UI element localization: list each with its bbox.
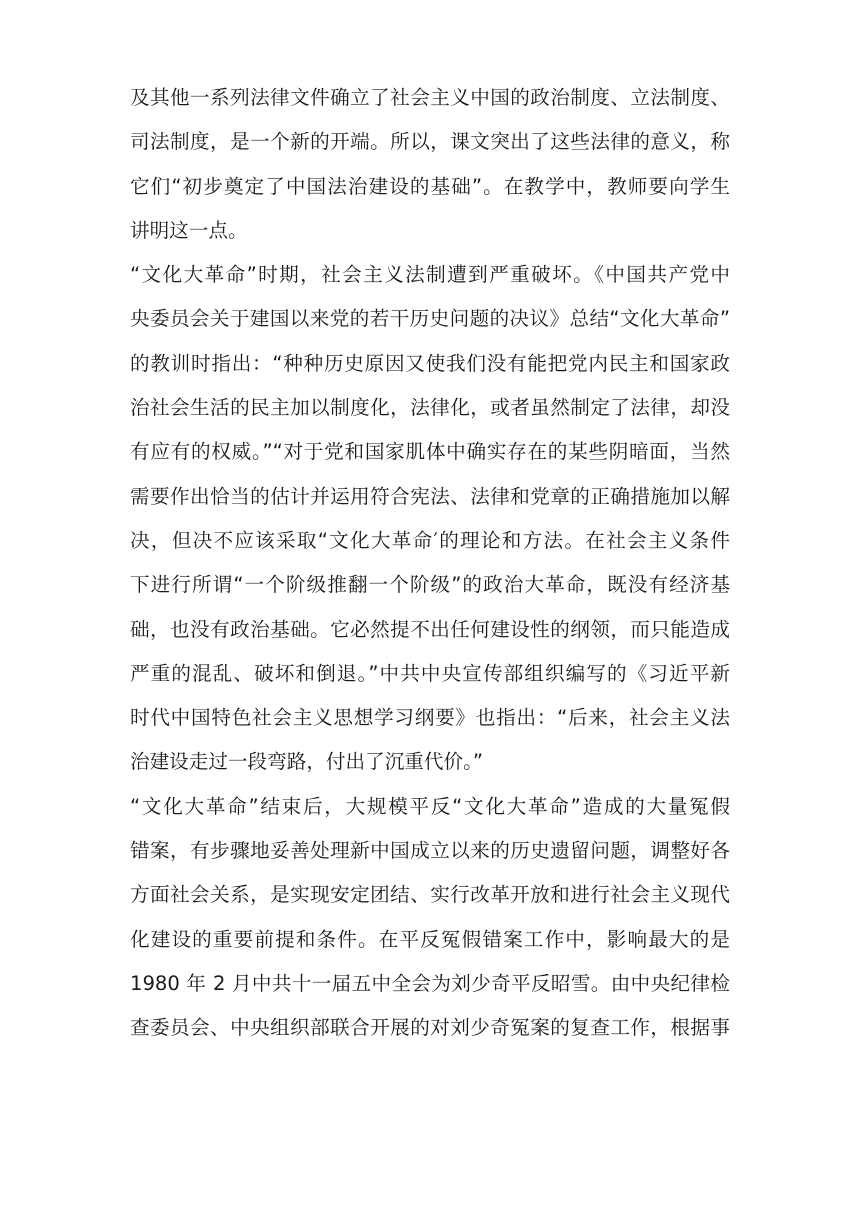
text-line: 决，但决不应该采取“文化大革命′的理论和方法。在社会主义条件 <box>130 528 730 552</box>
text-line: 它们“初步奠定了中国法治建设的基础”。在教学中，教师要向学生 <box>130 174 730 198</box>
text-line: “文化大革命”结束后，大规模平反“文化大革命”造成的大量冤假 <box>130 794 730 818</box>
text-line: 央委员会关于建国以来党的若干历史问题的决议》总结“文化大革命” <box>130 307 730 331</box>
text-line: 治建设走过一段弯路，付出了沉重代价。” <box>130 750 484 774</box>
text-line: 查委员会、中央组织部联合开展的对刘少奇冤案的复查工作，根据事 <box>130 1016 730 1040</box>
text-line: 有应有的权威。”“对于党和国家肌体中确实存在的某些阴暗面，当然 <box>130 440 730 464</box>
text-line: 及其他一系列法律文件确立了社会主义中国的政治制度、立法制度、 <box>130 86 730 109</box>
text-line: “文化大革命”时期，社会主义法制遭到严重破坏。《中国共产党中 <box>130 263 730 287</box>
text-line: 严重的混乱、破坏和倒退。”中共中央宣传部组织编写的《习近平新 <box>130 661 730 685</box>
text-line: 方面社会关系，是实现安定团结、实行改革开放和进行社会主义现代 <box>130 883 730 907</box>
text-line: 治社会生活的民主加以制度化，法律化，或者虽然制定了法律，却没 <box>130 396 730 420</box>
text-line: 错案，有步骤地妥善处理新中国成立以来的历史遗留问题，调整好各 <box>130 839 730 863</box>
text-line: 下进行所谓“一个阶级推翻一个阶级”的政治大革命，既没有经济基 <box>130 573 730 597</box>
text-line: 础，也没有政治基础。它必然提不出任何建设性的纲领，而只能造成 <box>130 617 730 641</box>
paragraph-3 <box>130 785 730 1051</box>
text-line: 1980 年 2 月中共十一届五中全会为刘少奇平反昭雪。由中央纪律检 <box>130 971 730 995</box>
text-line: 时代中国特色社会主义思想学习纲要》也指出：“后来，社会主义法 <box>130 706 730 730</box>
paragraph-1 <box>130 76 730 253</box>
text-line: 的教训时指出：“种种历史原因又使我们没有能把党内民主和国家政 <box>130 351 730 375</box>
document-body <box>130 76 730 1051</box>
text-line: 化建设的重要前提和条件。在平反冤假错案工作中，影响最大的是 <box>130 927 730 951</box>
text-line: 司法制度，是一个新的开端。所以，课文突出了这些法律的意义，称 <box>130 130 730 154</box>
text-line: 讲明这一点。 <box>130 218 248 242</box>
text-line: 需要作出恰当的估计并运用符合宪法、法律和党章的正确措施加以解 <box>130 484 730 508</box>
paragraph-2 <box>130 253 730 785</box>
